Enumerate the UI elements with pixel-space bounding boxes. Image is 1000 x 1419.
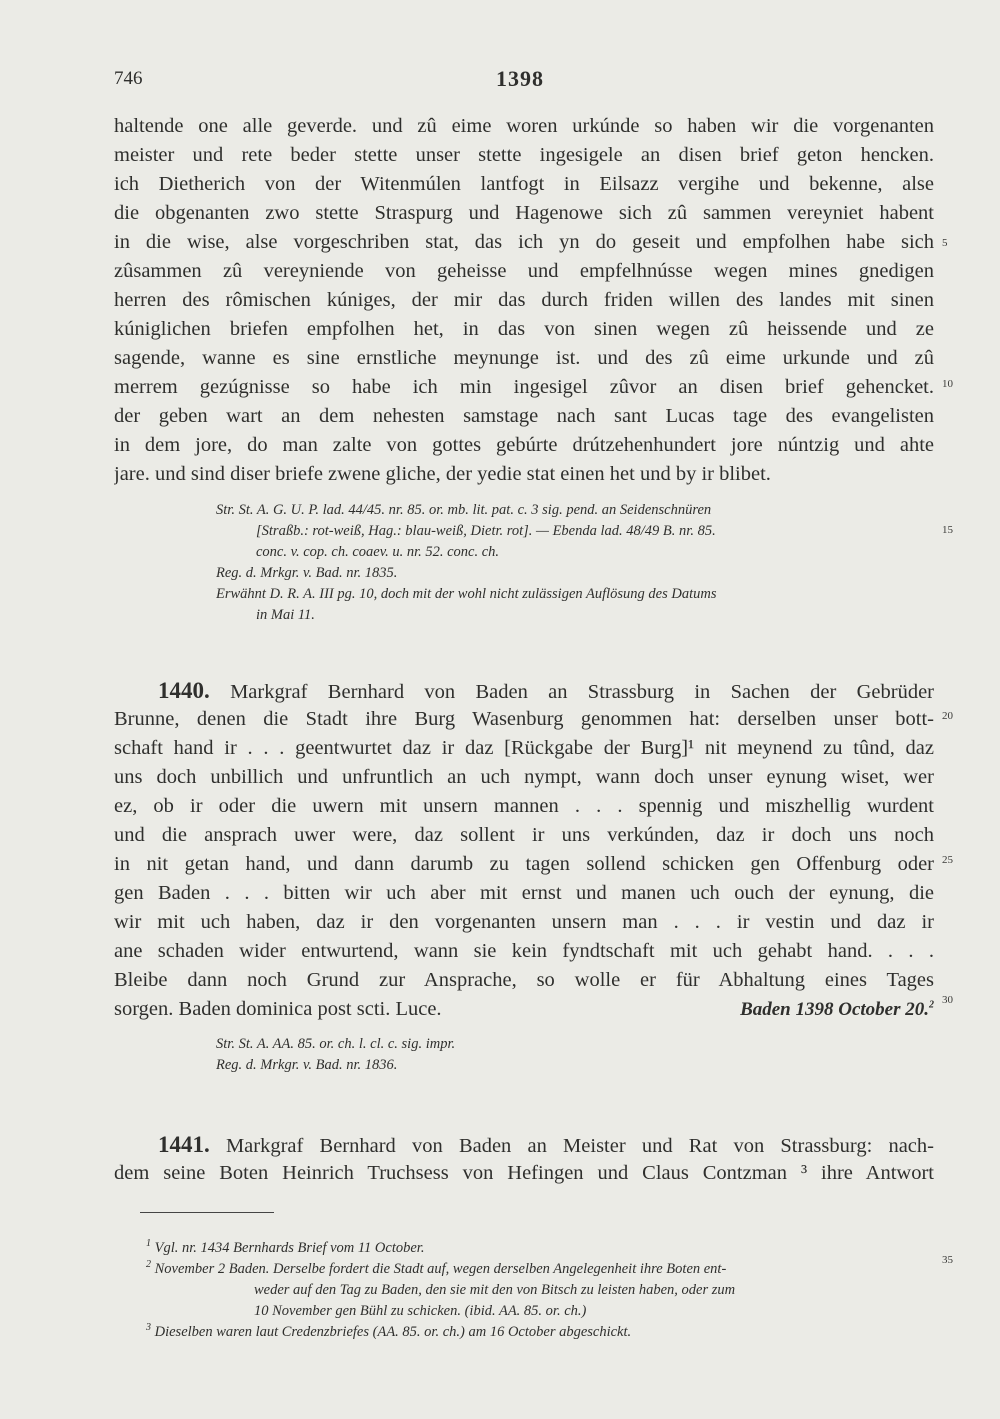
footnote xyxy=(146,1259,936,1280)
regest-text: Markgraf Bernhard von Baden an Meister und Rat von Strassburg: nach- xyxy=(209,1135,934,1157)
margin-line-number: 20 xyxy=(942,710,953,722)
margin-line-number: 5 xyxy=(942,237,948,249)
text-line: haltende one alle geverde. und zû eime woren urkúnde so haben wir die vorgenanten xyxy=(114,115,934,137)
text-line: in die wise, alse vorgeschriben stat, das ich yn do geseit und empfolhen habe sich xyxy=(114,231,934,253)
text-line: die obgenanten zwo stette Straspurg und Hagenowe sich zû sammen vereyniet habent xyxy=(114,202,934,224)
footnote xyxy=(146,1322,936,1343)
text-line: uns doch unbillich und unfruntlich an uch nympt, wann doch unser eynung wiset, wer xyxy=(114,766,934,788)
text-line: der geben wart an dem nehesten samstage nach sant Lucas tage des evangelisten xyxy=(114,405,934,427)
margin-line-number: 15 xyxy=(942,524,953,536)
footnote-ref: 2 xyxy=(929,999,934,1011)
margin-line-number: 25 xyxy=(942,854,953,866)
citation-line: conc. v. cop. ch. coaev. u. nr. 52. conc. ch. xyxy=(256,544,500,560)
text-line: zûsammen zû vereyniende von geheisse und empfelhnússe wegen mines gnedigen xyxy=(114,260,934,282)
citation-line: Reg. d. Mrkgr. v. Bad. nr. 1836. xyxy=(216,1057,398,1073)
closing-text: sorgen. Baden dominica post scti. Luce. xyxy=(114,998,442,1020)
citation-line: Reg. d. Mrkgr. v. Bad. nr. 1835. xyxy=(216,565,398,581)
regest-text: Markgraf Bernhard von Baden an Strassburg in Sachen der Gebrüder xyxy=(209,681,934,703)
page-header xyxy=(114,68,934,98)
footnotes xyxy=(146,1238,936,1343)
margin-line-number: 35 xyxy=(942,1254,953,1266)
source-citation-1440 xyxy=(216,1034,934,1076)
running-head-year: 1398 xyxy=(496,66,544,91)
text-line: in dem jore, do man zalte von gottes gebúrte drútzehenhundert jore núntzig und ahte xyxy=(114,434,934,456)
text-line: herren des rômischen kúniges, der mir das durch friden willen des landes mit sinen xyxy=(114,289,934,311)
text-line: in nit getan hand, und dann darumb zu tagen sollend schicken gen Offenburg oder xyxy=(114,853,934,875)
text-line: wir mit uch haben, daz ir den vorgenanten unsern man . . . ir vestin und daz ir xyxy=(114,911,934,933)
footnote-text: Dieselben waren laut Credenzbriefes (AA. 85. or. ch.) am 16 October abgeschickt. xyxy=(154,1324,632,1340)
dateline xyxy=(740,995,934,1024)
text-line: und die ansprach uwer were, daz sollent ir uns verkúnden, daz ir doch uns noch xyxy=(114,824,934,846)
text-line: merrem gezúgnisse so habe ich min ingesigel zûvor an disen brief gehencket. xyxy=(114,376,934,398)
document-number: 1440. xyxy=(158,678,210,703)
citation-line: Str. St. A. AA. 85. or. ch. l. cl. c. sig. impr. xyxy=(216,1036,456,1052)
footnote-mark: 1 xyxy=(146,1238,151,1250)
text-line: Brunne, denen die Stadt ihre Burg Wasenburg genommen hat: derselben unser bott- xyxy=(114,708,934,730)
citation-line: [Straßb.: rot-weiß, Hag.: blau-weiß, Dietr. rot]. — Ebenda lad. 48/49 B. nr. 85. xyxy=(256,523,716,539)
citation-line: Erwähnt D. R. A. III pg. 10, doch mit der wohl nicht zulässigen Auflösung des Datums xyxy=(216,586,717,602)
text-line: schaft hand ir . . . geentwurtet daz ir daz [Rückgabe der Burg]¹ nit meynend zu tûnd, daz xyxy=(114,737,934,759)
dateline-text: Baden 1398 October 20. xyxy=(740,999,929,1020)
text-line: sagende, wanne es sine ernstliche meynunge ist. und des zû eime urkunde und zû xyxy=(114,347,934,369)
text-line: ich Dietherich von der Witenmúlen lantfogt in Eilsazz vergihe und bekenne, alse xyxy=(114,173,934,195)
text-line: gen Baden . . . bitten wir uch aber mit ernst und manen uch ouch der eynung, die xyxy=(114,882,934,904)
text-line xyxy=(114,1130,934,1159)
margin-line-number: 30 xyxy=(942,994,953,1006)
document-1440 xyxy=(114,676,934,1024)
text-line: dem seine Boten Heinrich Truchsess von Hefingen und Claus Contzman ³ ihre Antwort xyxy=(114,1162,934,1184)
document-number: 1441. xyxy=(158,1132,210,1157)
document-1441 xyxy=(114,1130,934,1188)
footnote-text: Vgl. nr. 1434 Bernhards Brief vom 11 October. xyxy=(154,1240,425,1256)
footnote-continuation: weder auf den Tag zu Baden, den sie mit den von Bitsch zu leisten haben, oder zum xyxy=(254,1282,736,1298)
text-line: ez, ob ir oder die uwern mit unsern mannen . . . spennig und miszhellig wurdent xyxy=(114,795,934,817)
text-line: meister und rete beder stette unser stette ingesigele an disen brief geton hencken. xyxy=(114,144,934,166)
text-line: ane schaden wider entwurtend, wann sie kein fyndtschaft mit uch gehabt hand. . . . xyxy=(114,940,934,962)
footnote-mark: 3 xyxy=(146,1322,151,1334)
citation-line: Str. St. A. G. U. P. lad. 44/45. nr. 85. or. mb. lit. pat. c. 3 sig. pend. an Seidenschnüren xyxy=(216,502,712,518)
footnote-mark: 2 xyxy=(146,1259,151,1271)
text-line: Bleibe dann noch Grund zur Ansprache, so wolle er für Abhaltung eines Tages xyxy=(114,969,934,991)
text-line xyxy=(114,676,934,705)
page-number: 746 xyxy=(114,68,143,89)
margin-line-number: 10 xyxy=(942,378,953,390)
document-1439-ending xyxy=(114,112,934,489)
footnote-continuation: 10 November gen Bühl zu schicken. (ibid. AA. 85. or. ch.) xyxy=(254,1303,587,1319)
source-citation-1439 xyxy=(216,500,934,626)
text-line: kúniglichen briefen empfolhen het, in das von sinen wegen zû heissende und ze xyxy=(114,318,934,340)
text-line: jare. und sind diser briefe zwene gliche, der yedie stat einen het und by ir blibet. xyxy=(114,463,771,485)
footnote-text: November 2 Baden. Derselbe fordert die Stadt auf, wegen derselben Angelegenheit ihre Boten ent- xyxy=(154,1261,727,1277)
footnote-divider xyxy=(140,1212,274,1213)
citation-line: in Mai 11. xyxy=(256,607,315,623)
footnote xyxy=(146,1238,936,1259)
text-line xyxy=(114,995,934,1024)
